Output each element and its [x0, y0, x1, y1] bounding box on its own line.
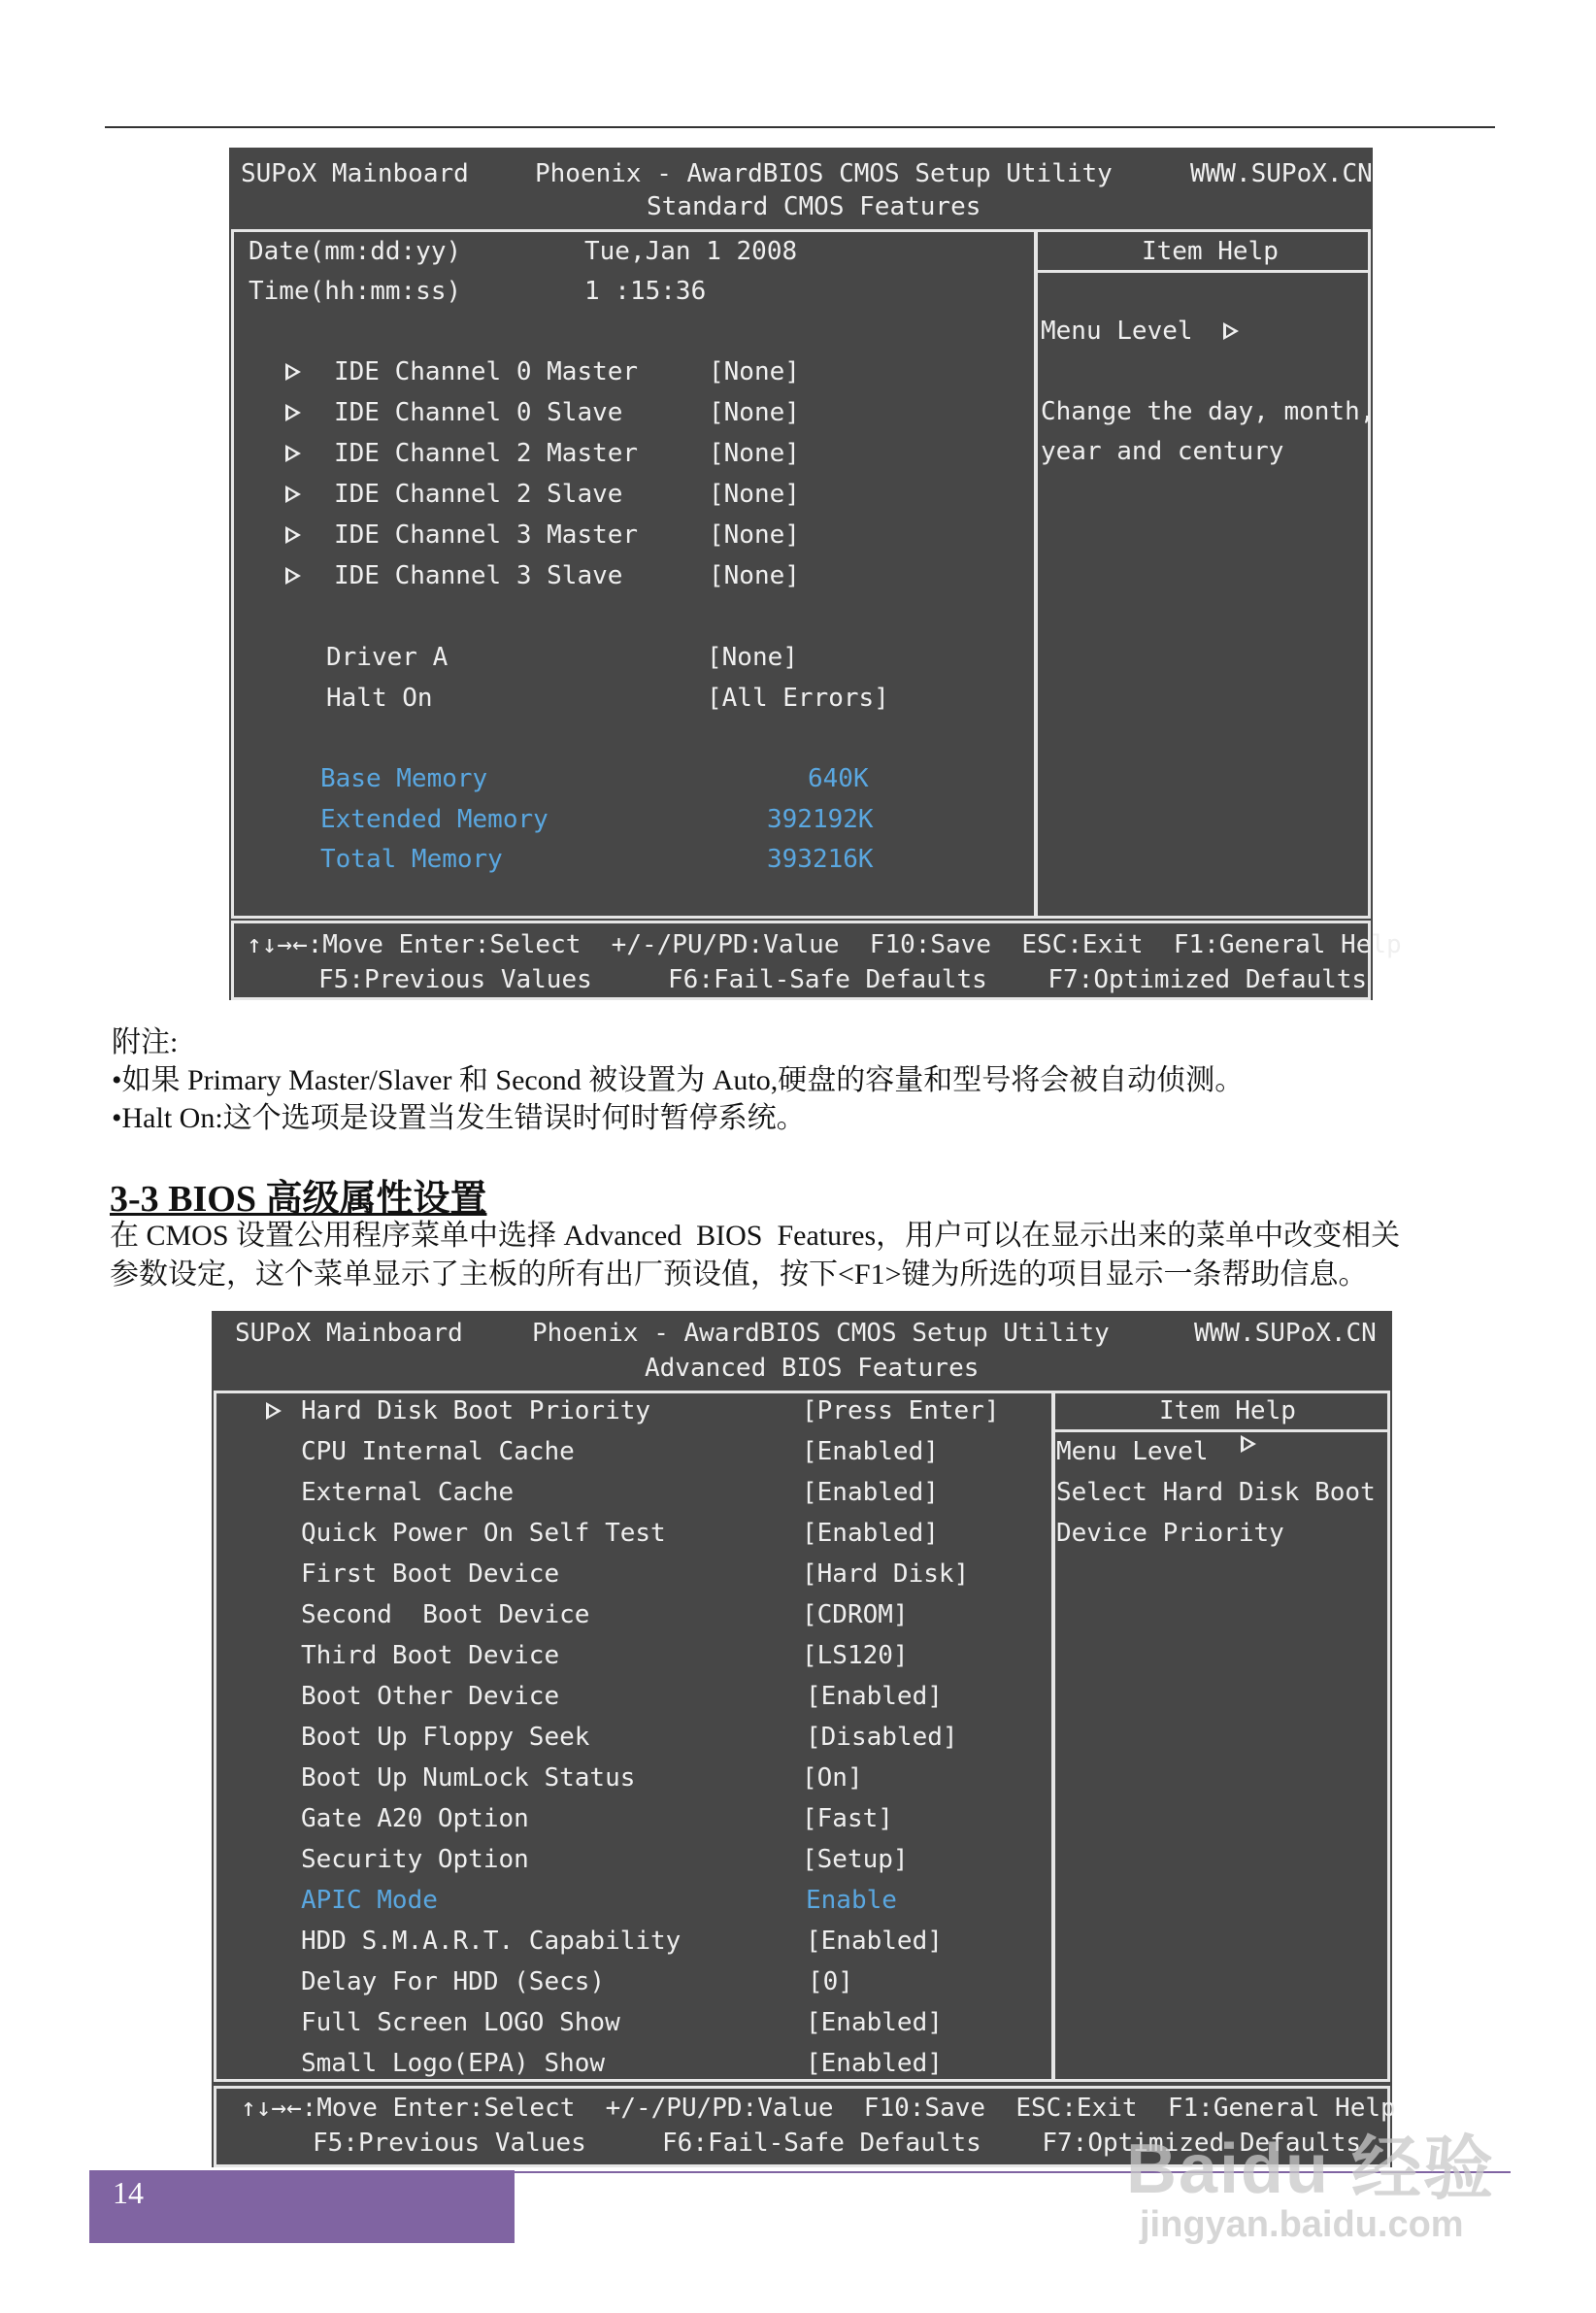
bios-screen-standard-cmos: [229, 148, 1402, 1000]
driver-a-value[interactable]: [None]: [707, 643, 798, 672]
setting-label[interactable]: Boot Up NumLock Status: [301, 1763, 636, 1793]
bios-brand: SUPoX Mainboard: [235, 1319, 463, 1348]
help-title-divider: [1037, 270, 1369, 273]
memory-label: Total Memory: [320, 845, 503, 874]
driver-a-label[interactable]: Driver A: [326, 643, 449, 672]
setting-value[interactable]: [Enabled]: [806, 1682, 943, 1711]
setting-value[interactable]: [Enabled]: [802, 1478, 939, 1507]
submenu-arrow-icon: [285, 486, 301, 503]
ide-item-value[interactable]: [None]: [709, 357, 800, 386]
setting-label[interactable]: CPU Internal Cache: [301, 1437, 575, 1466]
section-paragraph: 参数设定，这个菜单显示了主板的所有出厂预设值，按下<F1>键为所选的项目显示一条帮助信息。: [110, 1258, 1368, 1291]
date-label: Date(mm:dd:yy): [249, 237, 462, 266]
setting-value[interactable]: [Enabled]: [806, 2049, 943, 2078]
note-item: •如果 Primary Master/Slaver 和 Second 被设置为 Auto,硬盘的容量和型号将会被自动侦测。: [112, 1064, 1245, 1096]
setting-label[interactable]: Hard Disk Boot Priority: [301, 1396, 651, 1425]
memory-label: Base Memory: [320, 764, 488, 793]
submenu-arrow-icon: [285, 363, 301, 381]
setting-value[interactable]: [Setup]: [802, 1845, 909, 1874]
note-item: •Halt On:这个选项是设置当发生错误时何时暂停系统。: [112, 1102, 806, 1134]
setting-label[interactable]: External Cache: [301, 1478, 515, 1507]
ide-item-label[interactable]: IDE Channel 3 Master: [334, 520, 639, 550]
memory-value: 392192K: [767, 805, 874, 834]
memory-value: 393216K: [767, 845, 874, 874]
ide-item-label[interactable]: IDE Channel 0 Master: [334, 357, 639, 386]
setting-value[interactable]: [LS120]: [802, 1641, 909, 1670]
setting-label-highlighted[interactable]: APIC Mode: [301, 1886, 438, 1915]
ide-item-label[interactable]: IDE Channel 2 Slave: [334, 480, 623, 509]
setting-value[interactable]: [Disabled]: [806, 1723, 958, 1752]
setting-label[interactable]: First Boot Device: [301, 1559, 560, 1589]
ide-item-label[interactable]: IDE Channel 3 Slave: [334, 561, 623, 590]
setting-value[interactable]: [0]: [808, 1967, 853, 1996]
menu-level-arrow-icon: [1241, 1435, 1256, 1453]
halt-on-value[interactable]: [All Errors]: [707, 684, 889, 713]
memory-value: 640K: [808, 764, 869, 793]
setting-value[interactable]: [Enabled]: [802, 1437, 939, 1466]
section-paragraph: 在 CMOS 设置公用程序菜单中选择 Advanced BIOS Features，用户可以在显示出来的菜单中改变相关: [110, 1220, 1401, 1252]
item-help-title: Item Help: [1142, 237, 1279, 266]
bios-subtitle: Advanced BIOS Features: [645, 1354, 980, 1383]
bios-utility-title: Phoenix - AwardBIOS CMOS Setup Utility: [535, 159, 1113, 188]
bios-site: WWW.SUPoX.CN: [1190, 159, 1373, 188]
setting-value-highlighted[interactable]: Enable: [806, 1886, 897, 1915]
submenu-arrow-icon: [266, 1402, 282, 1420]
setting-value[interactable]: [On]: [802, 1763, 863, 1793]
setting-value[interactable]: [Enabled]: [802, 1519, 939, 1548]
menu-level-label: Menu Level: [1041, 317, 1193, 346]
setting-value[interactable]: [Press Enter]: [802, 1396, 1000, 1425]
key-help-line: ↑↓→←:Move Enter:Select +/-/PU/PD:Value F10:Save ESC:Exit F1:General Help: [247, 930, 1402, 959]
bios-site: WWW.SUPoX.CN: [1194, 1319, 1377, 1348]
key-help-line: F5:Previous Values F6:Fail-Safe Defaults F7:Optimized Defaults: [313, 2129, 1362, 2158]
setting-value[interactable]: [Enabled]: [806, 1927, 943, 1956]
bios-brand: SUPoX Mainboard: [241, 159, 469, 188]
halt-on-label[interactable]: Halt On: [326, 684, 433, 713]
help-text-line: Device Priority: [1056, 1519, 1284, 1548]
ide-item-value[interactable]: [None]: [709, 439, 800, 468]
setting-label[interactable]: Quick Power On Self Test: [301, 1519, 666, 1548]
notes-title: 附注:: [112, 1026, 179, 1058]
menu-level-arrow-icon: [1223, 322, 1239, 340]
time-label: Time(hh:mm:ss): [249, 277, 462, 306]
bios-subtitle: Standard CMOS Features: [647, 192, 981, 221]
date-value[interactable]: Tue,Jan 1 2008: [584, 237, 798, 266]
setting-label[interactable]: Security Option: [301, 1845, 529, 1874]
key-help-line: ↑↓→←:Move Enter:Select +/-/PU/PD:Value F10:Save ESC:Exit F1:General Help: [241, 2094, 1396, 2123]
watermark-url: jingyan.baidu.com: [1140, 2204, 1464, 2245]
help-text-line: year and century: [1041, 437, 1284, 466]
ide-item-value[interactable]: [None]: [709, 398, 800, 427]
setting-label[interactable]: Boot Other Device: [301, 1682, 560, 1711]
time-value[interactable]: 1 :15:36: [584, 277, 707, 306]
setting-label[interactable]: Boot Up Floppy Seek: [301, 1723, 590, 1752]
item-help-title: Item Help: [1159, 1396, 1296, 1425]
setting-label[interactable]: Third Boot Device: [301, 1641, 560, 1670]
ide-item-label[interactable]: IDE Channel 0 Slave: [334, 398, 623, 427]
watermark-logo-text: Baidu 经验: [1126, 2130, 1496, 2208]
ide-item-label[interactable]: IDE Channel 2 Master: [334, 439, 639, 468]
setting-label[interactable]: HDD S.M.A.R.T. Capability: [301, 1927, 682, 1956]
ide-item-value[interactable]: [None]: [709, 561, 800, 590]
memory-label: Extended Memory: [320, 805, 549, 834]
submenu-arrow-icon: [285, 445, 301, 462]
setting-label[interactable]: Full Screen LOGO Show: [301, 2008, 620, 2037]
submenu-arrow-icon: [285, 404, 301, 421]
submenu-arrow-icon: [285, 567, 301, 585]
setting-value[interactable]: [CDROM]: [802, 1600, 909, 1629]
setting-value[interactable]: [Enabled]: [806, 2008, 943, 2037]
setting-label[interactable]: Gate A20 Option: [301, 1804, 529, 1833]
help-text-line: Change the day, month,: [1041, 397, 1376, 426]
help-title-divider: [1054, 1429, 1388, 1432]
section-heading: 3-3 BIOS 高级属性设置: [110, 1179, 487, 1220]
help-text-line: Select Hard Disk Boot: [1056, 1478, 1376, 1507]
footer-color-bar: [89, 2170, 515, 2243]
setting-label[interactable]: Delay For HDD (Secs): [301, 1967, 606, 1996]
setting-value[interactable]: [Fast]: [802, 1804, 893, 1833]
bios-screen-advanced-features: [212, 1311, 1396, 2167]
setting-label[interactable]: Second Boot Device: [301, 1600, 590, 1629]
page-number: 14: [113, 2175, 144, 2210]
ide-item-value[interactable]: [None]: [709, 480, 800, 509]
submenu-arrow-icon: [285, 526, 301, 544]
menu-level-label: Menu Level: [1056, 1437, 1209, 1466]
setting-value[interactable]: [Hard Disk]: [802, 1559, 970, 1589]
key-help-line: F5:Previous Values F6:Fail-Safe Defaults F7:Optimized Defaults: [318, 965, 1368, 994]
ide-item-value[interactable]: [None]: [709, 520, 800, 550]
top-rule: [105, 126, 1495, 128]
setting-label[interactable]: Small Logo(EPA) Show: [301, 2049, 606, 2078]
bios-utility-title: Phoenix - AwardBIOS CMOS Setup Utility: [532, 1319, 1110, 1348]
